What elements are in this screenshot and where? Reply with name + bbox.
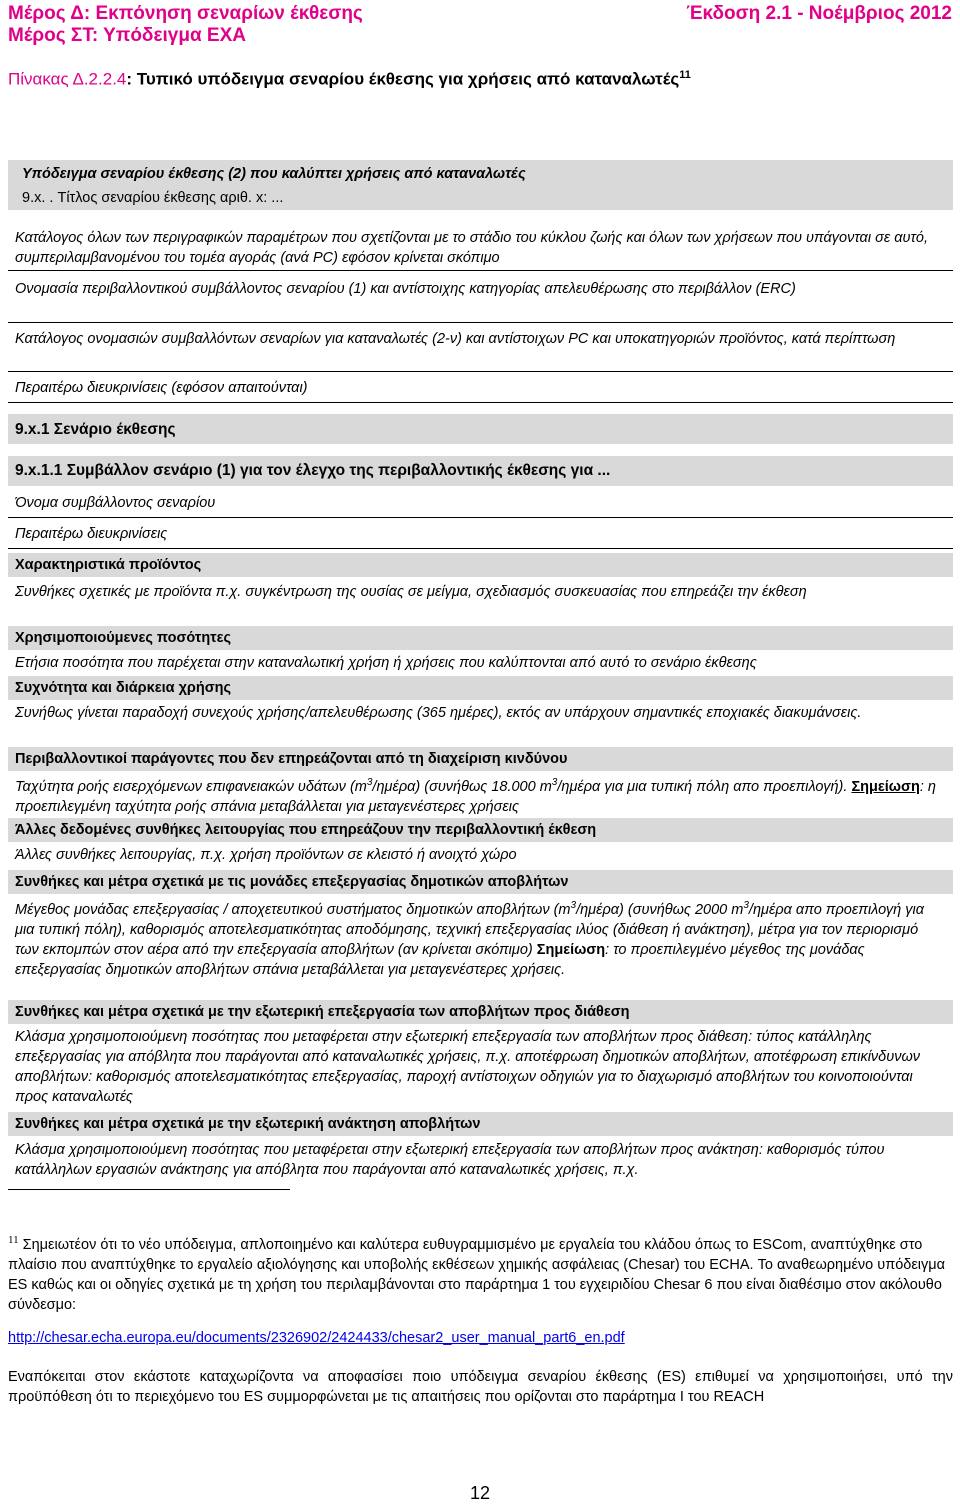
footnote-text: Σημειωτέον ότι το νέο υπόδειγμα, απλοποιημένο και καλύτερα ευθυγραμμισμένο με εργαλεία του κλάδου όπως το ESCom, αναπτύχθηκε στο πλαίσιο που αναπτύχθηκε το εργαλείο αξιολόγησης και υποβολής εκθέσεων χημικής ασφάλειας (Chesar) του ECHA. Το αναθεωρημένο υπόδειγμα ES καθώς και οι οδηγίες σχετικά με τη χρήση του περιλαμβάνονται στο παράρτημα 1 του εγχειριδίου Chesar 6 που είναι διαθέσιμο στον ακόλουθο σύνδεσμο: bbox=[8, 1236, 946, 1313]
header-part-f: Μέρος ΣΤ: Υπόδειγμα ΕΧΑ bbox=[8, 25, 246, 46]
scenario-title-row: 9.x. . Τίτλος σεναρίου έκθεσης αριθ. x: ... bbox=[22, 190, 284, 206]
further-explanations-2: Περαιτέρω διευκρινίσεις bbox=[15, 526, 168, 542]
waste-disposal-heading: Συνθήκες και μέτρα σχετικά με την εξωτερική επεξεργασία των αποβλήτων προς διάθεση bbox=[15, 1004, 630, 1020]
header-part-d: Μέρος Δ: Εκπόνηση σεναρίων έκθεσης bbox=[8, 3, 363, 24]
other-conditions-text: Άλλες συνθήκες λειτουργίας, π.χ. χρήση προϊόντων σε κλειστό ή ανοιχτό χώρο bbox=[15, 847, 517, 863]
page-number: 12 bbox=[469, 1483, 491, 1503]
waste-disposal-text: Κλάσμα χρησιμοποιούμενη ποσότητας που μεταφέρεται στην εξωτερική επεξεργασία των αποβλήτων προς διάθεση: τύπος κατάλληλης επεξεργασίας για απόβλητα που παράγονται από καταναλωτικές χρήσεις, π.χ. αποτέφρωση δημοτικών αποβλήτων, αποτέφρωση επικίνδυνων αποβλήτων: καθορισμός αποτελεσματικότητας επεξεργασίας, παροχή αντίστοιχων οδηγιών για το διαχωρισμό αποβλήτων του κοινοποιούνται προς καταναλωτές bbox=[15, 1029, 921, 1105]
flow-rate-text: Ταχύτητα ροής εισερχόμενων επιφανειακών υδάτων $(m^3/\eta\mu έ\rho\alpha)$ (συνήθως 18.000 $m^3$/ημέρα για μια τυπική πόλη απο προεπιλογή). Σημείωση: η προεπιλεγμένη ταχύτητα ροής σπάνια μεταβάλλεται για μεταγενέστερες χρήσεις bbox=[15, 777, 936, 815]
descriptors-list: Κατάλογος όλων των περιγραφικών παραμέτρων που σχετίζονται με το στάδιο του κύκλου ζωής και όλων των χρήσεων που υπάγονται σε αυτό, συμπεριλαμβανομένου του τομέα αγοράς (ανά PC) εφόσον κρίνεται σκόπιμο bbox=[15, 230, 928, 266]
amounts-used-heading: Χρησιμοποιούμενες ποσότητες bbox=[15, 630, 232, 646]
table-title-label: Πίνακας Δ.2.2.4 bbox=[8, 69, 127, 89]
annual-amount: Ετήσια ποσότητα που παρέχεται στην καταναλωτική χρήση ή χρήσεις που καλύπτονται από αυτό το σενάριο έκθεσης bbox=[15, 655, 757, 671]
footnote bbox=[8, 1230, 953, 1315]
stp-heading: Συνθήκες και μέτρα σχετικά με τις μονάδες επεξεργασίας δημοτικών αποβλήτων bbox=[15, 874, 569, 890]
product-characteristics-heading: Χαρακτηριστικά προϊόντος bbox=[15, 557, 202, 573]
header-version: Έκδοση 2.1 - Νοέμβριος 2012 bbox=[686, 3, 952, 24]
contributing-scenario-name: Όνομα συμβάλλοντος σεναρίου bbox=[15, 495, 216, 511]
frequency-duration-text: Συνήθως γίνεται παραδοχή συνεχούς χρήσης/απελευθέρωσης (365 ημέρες), εκτός αν υπάρχουν σημαντικές εποχιακές διακυμάνσεις. bbox=[15, 705, 862, 721]
footnote-number: 11 bbox=[8, 1234, 19, 1246]
waste-recovery-text: Κλάσμα χρησιμοποιούμενη ποσότητας που μεταφέρεται στην εξωτερική επεξεργασία των αποβλήτων προς ανάκτηση: καθορισμός τύπου κατάλληλων εργασιών ανάκτησης για απόβλητα που παράγονται από καταναλωτικές χρήσεις, π.χ. bbox=[15, 1142, 885, 1178]
template-heading: Υπόδειγμα σεναρίου έκθεσης (2) που καλύπτει χρήσεις από καταναλωτές bbox=[22, 166, 526, 182]
table-title-text: : Τυπικό υπόδειγμα σεναρίου έκθεσης για χρήσεις από καταναλωτές bbox=[126, 69, 680, 89]
frequency-duration-heading: Συχνότητα και διάρκεια χρήσης bbox=[15, 680, 232, 696]
chesar-manual-link[interactable]: http://chesar.echa.europa.eu/documents/2326902/2424433/chesar2_user_manual_part6_en.pdf bbox=[8, 1330, 625, 1346]
table-title bbox=[8, 64, 691, 91]
product-conditions: Συνθήκες σχετικές με προϊόντα π.χ. συγκέντρωση της ουσίας σε μείγμα, σχεδιασμός συσκευασίας που επηρεάζει την έκθεση bbox=[15, 584, 807, 600]
stp-text: Μέγεθος μονάδας επεξεργασίας / αποχετευτικού συστήματος δημοτικών αποβλήτων $(m^3/\eta\mu έ\rho\alpha)$ (συνήθως 2000 $m^3$/ημέρα απο προεπιλογή για μια τυπική πόλη), καθορισμός αποτελεσματικότητας αποδόμησης, τεχνική επεξεργασίας ιλύος (διάθεση ή ανάκτηση), μέτρα για τον περιορισμό των εκπομπών στον αέρα από την επεξεργασία αποβλήτων (αν κρίνεται σκόπιμο) Σημείωση: το προεπιλεγμένο μέγεθος της μονάδας επεξεργασίας δημοτικών αποβλήτων σπάνια μεταβάλλεται για μεταγενέστερες χρήσεις. bbox=[15, 900, 924, 978]
waste-recovery-heading: Συνθήκες και μέτρα σχετικά με την εξωτερική ανάκτηση αποβλήτων bbox=[15, 1116, 481, 1132]
other-conditions-heading: Άλλες δεδομένες συνθήκες λειτουργίας που επηρεάζουν την περιβαλλοντική έκθεση bbox=[15, 822, 597, 838]
consumer-scenarios-list: Κατάλογος ονομασιών συμβαλλόντων σεναρίων για καταναλωτές (2-ν) και αντίστοιχων PC και υποκατηγοριών προϊόντος, κατά περίπτωση bbox=[15, 331, 896, 347]
table-title-footnote-ref: 11 bbox=[679, 69, 691, 81]
contributing-scenario-heading: 9.x.1.1 Συμβάλλον σενάριο (1) για τον έλεγχο της περιβαλλοντικής έκθεσης για ... bbox=[15, 462, 611, 479]
environmental-factors-heading: Περιβαλλοντικοί παράγοντες που δεν επηρεάζονται από τη διαχείριση κινδύνου bbox=[15, 751, 568, 767]
footnote-text-2: Εναπόκειται στον εκάστοτε καταχωρίζοντα να αποφασίσει ποιο υπόδειγμα σεναρίου έκθεσης (ES) επιθυμεί να χρησιμοποιήσει, υπό την προϋπόθεση ότι το περιεχόμενο του ES συμμορφώνεται με τις απαιτήσεις που ορίζονται στο παράρτημα Ι του REACH bbox=[8, 1369, 953, 1405]
further-explanations: Περαιτέρω διευκρινίσεις (εφόσον απαιτούνται) bbox=[15, 380, 308, 396]
exposure-scenario-heading: 9.x.1 Σενάριο έκθεσης bbox=[15, 421, 176, 438]
env-contributing-scenario-name: Ονομασία περιβαλλοντικού συμβάλλοντος σεναρίου (1) και αντίστοιχης κατηγορίας απελευθέρωσης στο περιβάλλον (ERC) bbox=[15, 281, 796, 297]
